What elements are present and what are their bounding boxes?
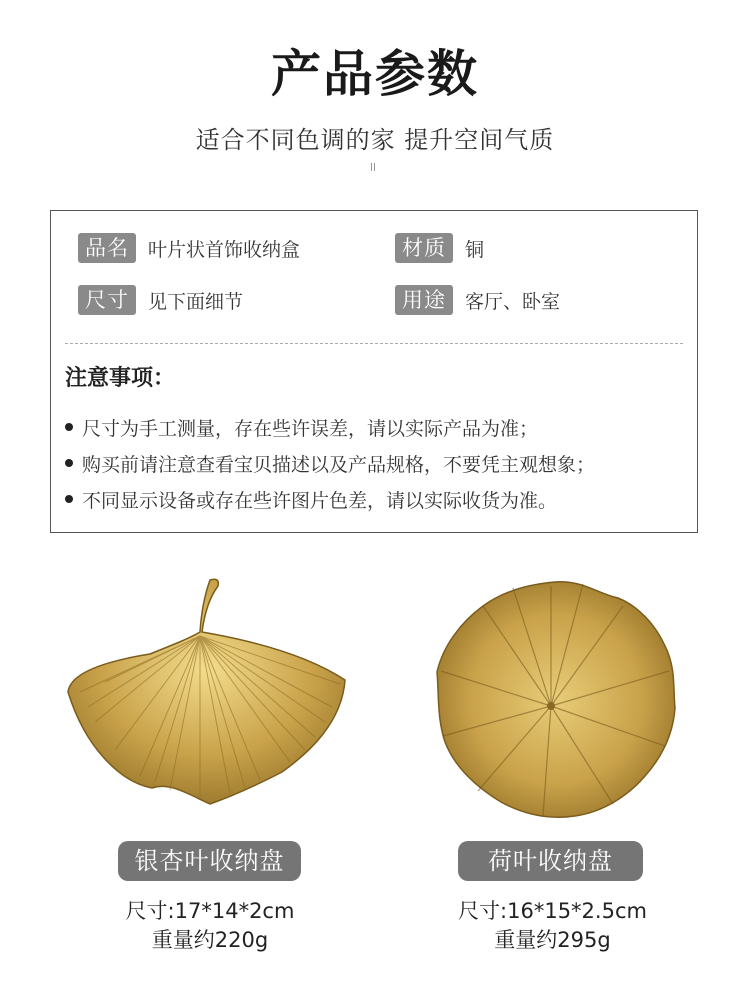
spec-value: 见下面细节 xyxy=(148,290,244,313)
lotus-tray-image xyxy=(433,576,678,821)
spec-label: 尺寸 xyxy=(78,285,136,315)
page-subtitle: 适合不同色调的家 提升空间气质 xyxy=(195,126,555,154)
product-info-lotus xyxy=(430,897,675,955)
page-title: 产品参数 xyxy=(271,45,479,103)
spec-name xyxy=(78,233,300,263)
product-info-ginkgo xyxy=(100,897,320,955)
dashed-divider xyxy=(65,343,683,344)
notice-item xyxy=(65,445,595,481)
spec-material xyxy=(395,233,484,263)
product-size: 尺寸:17*14*2cm xyxy=(125,899,295,923)
product-weight: 重量约220g xyxy=(151,928,269,952)
spec-label: 品名 xyxy=(78,233,136,263)
notice-text: 购买前请注意查看宝贝描述以及产品规格，不要凭主观想象； xyxy=(82,453,596,476)
product-weight: 重量约295g xyxy=(494,928,611,952)
spec-value: 铜 xyxy=(465,238,485,261)
product-name-pill: 荷叶收纳盘 xyxy=(458,841,643,881)
bullet-icon xyxy=(65,495,73,503)
spec-label: 材质 xyxy=(395,233,453,263)
notice-list xyxy=(65,409,595,517)
spec-value: 叶片状首饰收纳盒 xyxy=(148,238,301,261)
notice-text: 不同显示设备或存在些许图片色差，请以实际收货为准。 xyxy=(82,489,558,512)
notice-title: 注意事项： xyxy=(65,366,176,391)
ginkgo-tray-image xyxy=(60,572,350,812)
spec-box xyxy=(50,210,698,533)
spec-usage xyxy=(395,285,560,315)
spec-value: 客厅、卧室 xyxy=(465,290,561,313)
bullet-icon xyxy=(65,423,73,431)
notice-item xyxy=(65,409,595,445)
spec-label: 用途 xyxy=(395,285,453,315)
bullet-icon xyxy=(65,459,73,467)
decorative-tick xyxy=(371,163,375,171)
spec-size xyxy=(78,285,243,315)
notice-text: 尺寸为手工测量，存在些许误差，请以实际产品为准； xyxy=(82,417,539,440)
notice-item xyxy=(65,481,595,517)
product-size: 尺寸:16*15*2.5cm xyxy=(458,899,647,923)
product-name-pill: 银杏叶收纳盘 xyxy=(118,841,301,881)
